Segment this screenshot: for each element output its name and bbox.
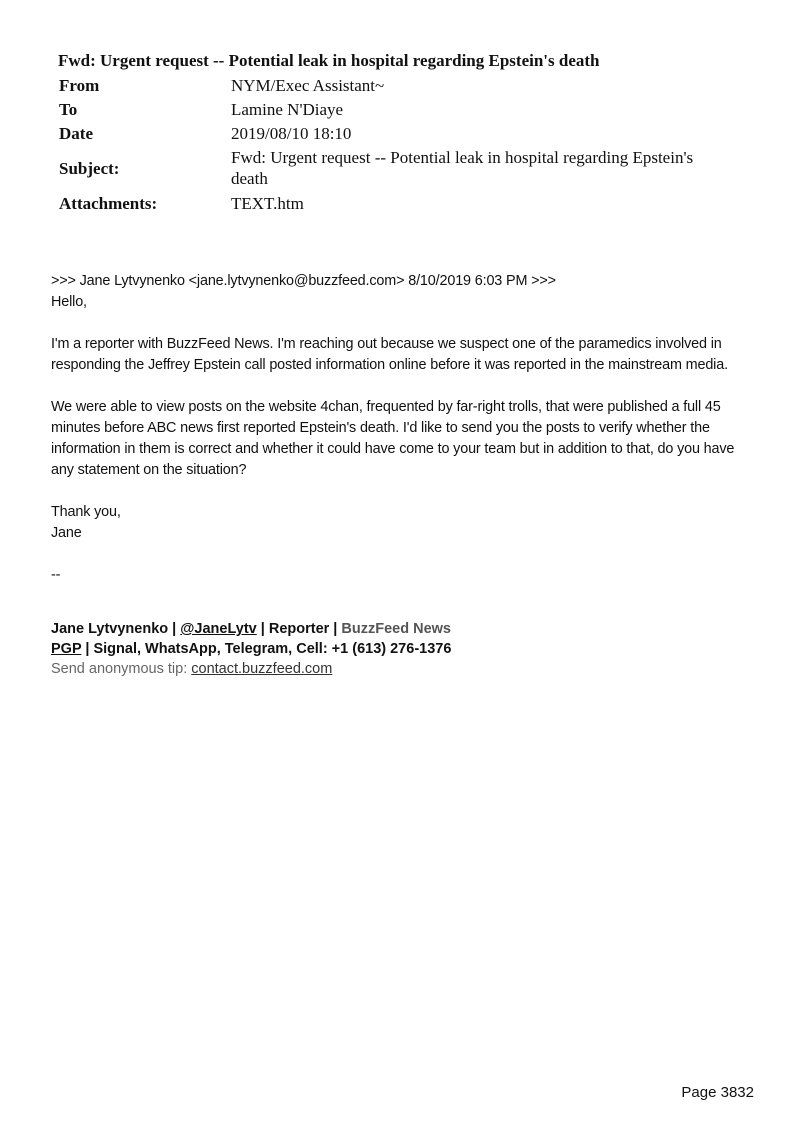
signature-sep-2: |: [256, 621, 269, 637]
attachments-row: [58, 191, 748, 215]
twitter-handle-link[interactable]: @JaneLytv: [180, 621, 257, 637]
signature-line-3: [51, 659, 751, 679]
email-body: [51, 271, 751, 586]
to-row: [58, 97, 748, 121]
email-subject-heading: Fwd: Urgent request -- Potential leak in hospital regarding Epstein's death: [58, 51, 600, 70]
greeting: Hello,: [51, 294, 87, 310]
date-row: [58, 121, 748, 145]
signature-separator: --: [51, 567, 61, 583]
from-row: [58, 73, 748, 97]
signature-sep-3: |: [329, 621, 342, 637]
signature-name: Jane Lytvynenko: [51, 621, 169, 637]
signature-role: Reporter: [268, 621, 330, 637]
date-label: Date: [59, 123, 93, 143]
to-label: To: [59, 99, 78, 119]
closing: Thank you,: [51, 504, 121, 520]
body-paragraph-1: I'm a reporter with BuzzFeed News. I'm reaching out because we suspect one of the paramedics involved in responding the Jeffrey Epstein call posted information online before it was reported in the mainstream media.: [51, 336, 728, 373]
to-value: Lamine N'Diaye: [231, 99, 344, 119]
tip-label: Send anonymous tip:: [51, 661, 192, 677]
signature-outlet: BuzzFeed News: [341, 621, 451, 637]
attachments-label: Attachments:: [59, 193, 158, 213]
signature-line-2: [51, 639, 751, 659]
subject-value: Fwd: Urgent request -- Potential leak in hospital regarding Epstein's death: [231, 148, 694, 188]
subject-label: Subject:: [59, 158, 120, 178]
date-value: 2019/08/10 18:10: [231, 123, 352, 143]
email-metadata-table: [58, 73, 748, 215]
from-label: From: [59, 75, 100, 95]
pgp-link[interactable]: PGP: [51, 641, 82, 657]
from-value: NYM/Exec Assistant~: [231, 75, 385, 95]
body-paragraph-2: We were able to view posts on the website 4chan, frequented by far-right trolls, that were published a full 45 minutes before ABC news first reported Epstein's death. I'd like to send you the posts to verify whether the information in them is correct and whether it could have come to your team but in addition to that, do you have any statement on the situation?: [51, 399, 735, 478]
sender-first-name: Jane: [51, 525, 82, 541]
forward-header: >>> Jane Lytvynenko <jane.lytvynenko@buzzfeed.com> 8/10/2019 6:03 PM >>>: [51, 273, 556, 289]
subject-row: [58, 145, 748, 191]
tip-link[interactable]: contact.buzzfeed.com: [191, 661, 333, 677]
email-signature: [51, 619, 751, 679]
signature-contact-line: | Signal, WhatsApp, Telegram, Cell: +1 (613) 276-1376: [81, 641, 452, 657]
signature-sep-1: |: [168, 621, 181, 637]
signature-line-1: [51, 619, 751, 639]
email-header: [58, 48, 748, 215]
page-number: Page 3832: [681, 1084, 754, 1101]
attachments-value: TEXT.htm: [231, 193, 304, 213]
